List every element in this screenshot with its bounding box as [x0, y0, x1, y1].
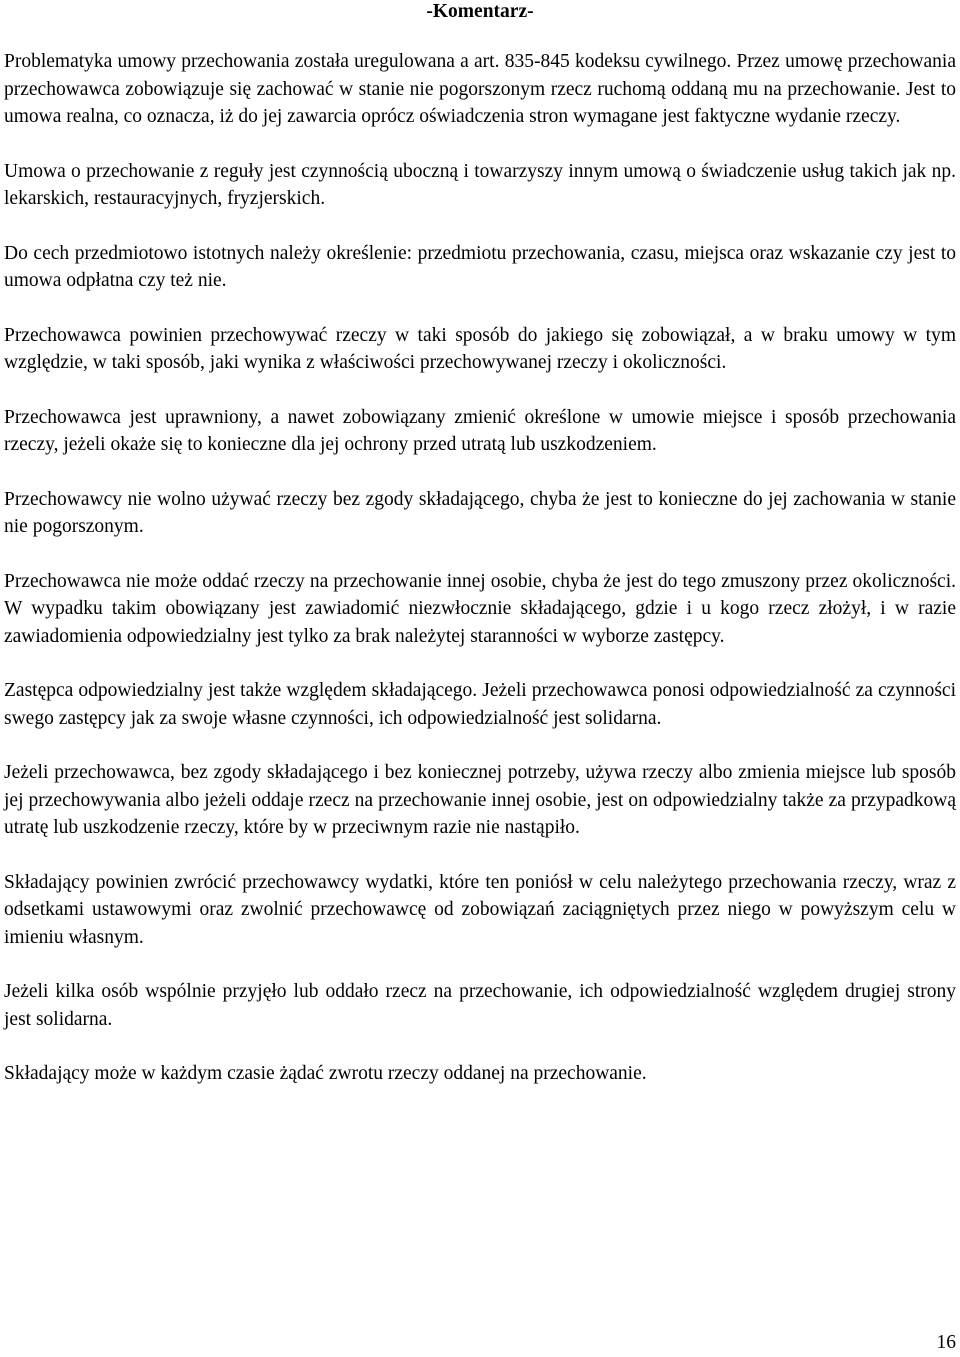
page-number: 16	[936, 1332, 956, 1353]
paragraph: Zastępca odpowiedzialny jest także względem składającego. Jeżeli przechowawca ponosi odpowiedzialność za czynności swego zastępcy jak za swoje własne czynności, ich odpowiedzialność jest solidarna.	[4, 680, 956, 729]
commentary-body	[4, 48, 956, 1115]
paragraph: Przechowawca powinien przechowywać rzeczy w taki sposób do jakiego się zobowiązał, a w braku umowy w tym względzie, w taki sposób, jaki wynika z właściwości przechowywanej rzeczy i okoliczności.	[4, 324, 956, 373]
paragraph: Przechowawcy nie wolno używać rzeczy bez zgody składającego, chyba że jest to konieczne do jej zachowania w stanie nie pogorszonym.	[4, 488, 956, 537]
paragraph: Przechowawca jest uprawniony, a nawet zobowiązany zmienić określone w umowie miejsce i sposób przechowania rzeczy, jeżeli okaże się to konieczne dla jej ochrony przed utratą lub uszkodzeniem.	[4, 406, 956, 455]
paragraph: Umowa o przechowanie z reguły jest czynnością uboczną i towarzyszy innym umową o świadczenie usług takich jak np. lekarskich, restauracyjnych, fryzjerskich.	[4, 160, 956, 209]
page-title: -Komentarz-	[426, 1, 534, 22]
paragraph: Do cech przedmiotowo istotnych należy określenie: przedmiotu przechowania, czasu, miejsca oraz wskazanie czy jest to umowa odpłatna czy też nie.	[4, 242, 956, 291]
paragraph: Składający może w każdym czasie żądać zwrotu rzeczy oddanej na przechowanie.	[4, 1063, 647, 1084]
paragraph: Składający powinien zwrócić przechowawcy wydatki, które ten poniósł w celu należytego przechowania rzeczy, wraz z odsetkami ustawowymi oraz zwolnić przechowawcę od zobowiązań zaciągniętych przez niego w powyższym celu w imieniu własnym.	[4, 871, 956, 948]
paragraph: Jeżeli kilka osób wspólnie przyjęło lub oddało rzecz na przechowanie, ich odpowiedzialność względem drugiej strony jest solidarna.	[4, 981, 956, 1030]
paragraph: Jeżeli przechowawca, bez zgody składającego i bez koniecznej potrzeby, używa rzeczy albo zmienia miejsce lub sposób jej przechowywania albo jeżeli oddaje rzecz na przechowanie innej osobie, jest on odpowiedzialny także za przypadkową utratę lub uszkodzenie rzeczy, które by w przeciwnym razie nie nastąpiło.	[4, 762, 956, 838]
paragraph: Przechowawca nie może oddać rzeczy na przechowanie innej osobie, chyba że jest do tego zmuszony przez okoliczności. W wypadku takim obowiązany jest zawiadomić niezwłocznie składającego, gdzie i u kogo rzecz złożył, i w razie zawiadomienia odpowiedzialny jest tylko za brak należytej staranności w wyborze zastępcy.	[4, 570, 956, 647]
paragraph: Problematyka umowy przechowania została uregulowana a art. 835-845 kodeksu cywilnego. Przez umowę przechowania przechowawca zobowiązuje się zachować w stanie nie pogorszonym rzecz ruchomą oddaną mu na przechowanie. Jest to umowa realna, co oznacza, iż do jej zawarcia oprócz oświadczenia stron wymagane jest faktyczne wydanie rzeczy.	[4, 51, 956, 127]
